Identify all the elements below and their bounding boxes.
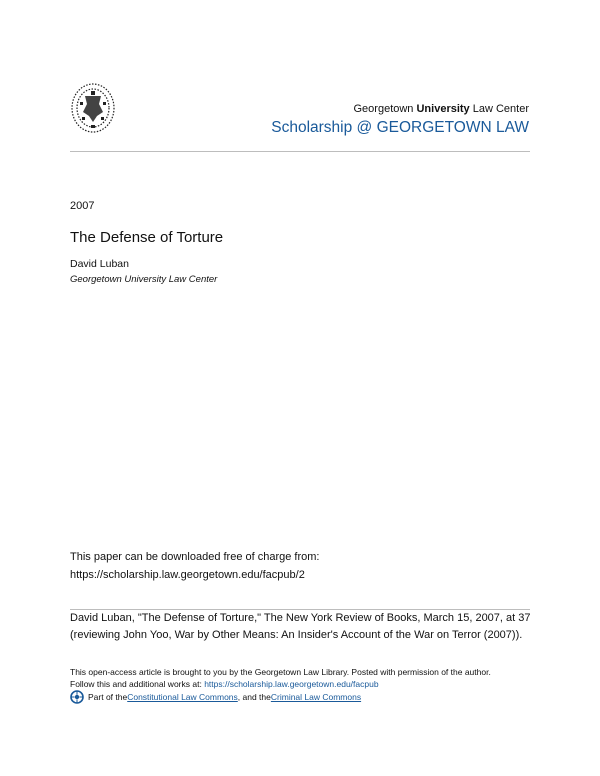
open-access-notice: This open-access article is brought to you by the Georgetown Law Library. Posted with permission of the author.	[70, 667, 491, 677]
and-the-text: , and the	[237, 692, 271, 702]
download-url[interactable]: https://scholarship.law.georgetown.edu/facpub/2	[70, 569, 305, 581]
constitutional-law-commons-link[interactable]: Constitutional Law Commons	[127, 692, 238, 702]
publication-year: 2007	[70, 200, 95, 212]
part-of-line	[70, 690, 361, 704]
institution-name: Georgetown University Law Center	[353, 103, 529, 115]
follow-link[interactable]: https://scholarship.law.georgetown.edu/facpub	[204, 679, 379, 689]
citation-line-2: (reviewing John Yoo, War by Other Means: An Insider's Account of the War on Terror (2007)).	[70, 629, 523, 641]
citation-divider	[70, 609, 530, 610]
follow-line	[70, 679, 379, 689]
document-title: The Defense of Torture	[70, 229, 224, 246]
header-divider	[70, 151, 530, 152]
criminal-law-commons-link[interactable]: Criminal Law Commons	[270, 692, 362, 702]
author-affiliation: Georgetown University Law Center	[70, 274, 218, 285]
citation-line-1: David Luban, "The Defense of Torture," The New York Review of Books, March 15, 2007, at 37	[70, 612, 531, 624]
network-commons-icon	[70, 690, 84, 704]
download-notice: This paper can be downloaded free of charge from:	[70, 551, 320, 563]
follow-text: Follow this and additional works at:	[70, 679, 205, 689]
author-name: David Luban	[70, 258, 129, 270]
repository-title[interactable]: Scholarship @ GEORGETOWN LAW	[271, 119, 529, 136]
georgetown-seal-icon	[70, 82, 116, 134]
part-of-text: Part of the	[88, 692, 128, 702]
